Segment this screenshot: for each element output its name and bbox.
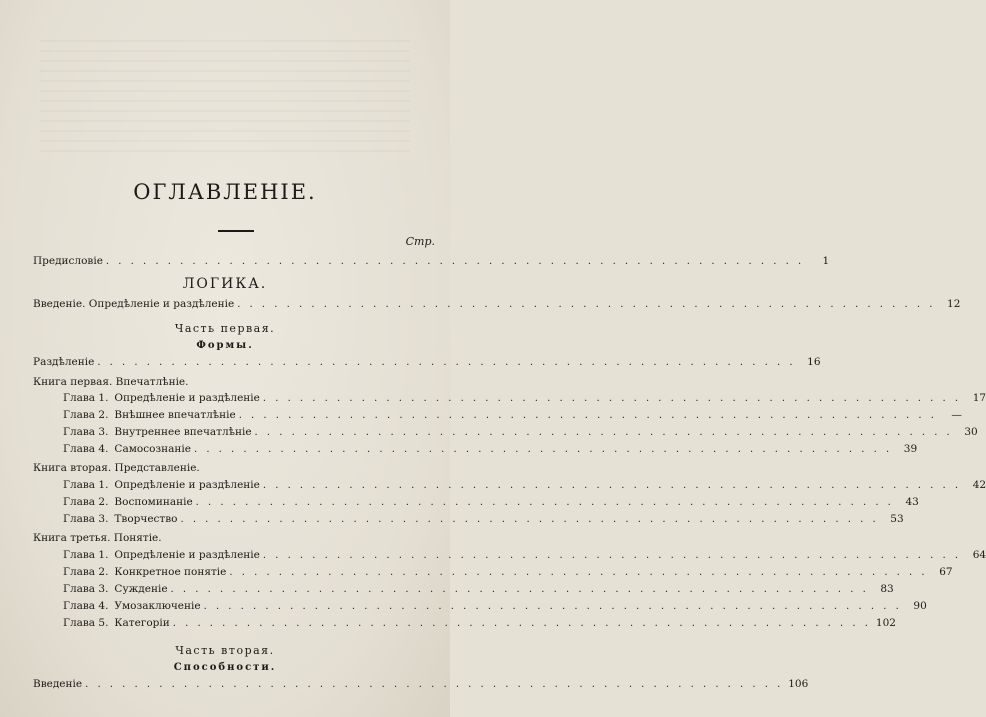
entry-label: Воспоминаніе — [114, 496, 193, 508]
entry-label: Внутреннее впечатлѣніе — [114, 426, 252, 438]
leader-dots: . . . . . . . . . . . . . . . . . . . . . . . . . . . . . . . . . . . . . . . . . . . . . . . . . . . . . . . . . — [180, 514, 879, 525]
entry-page: 43 — [905, 496, 919, 508]
chapter-number: Глава 1. — [63, 392, 109, 404]
entry-page: 53 — [890, 513, 904, 525]
page-column-header: Стр. — [405, 235, 435, 248]
leader-dots: . . . . . . . . . . . . . . . . . . . . . . . . . . . . . . . . . . . . . . . . . . . . . . . . . . . . . . . . . — [195, 497, 894, 508]
entry-label: Сужденіе — [114, 583, 168, 595]
entry-label: Внѣшнее впечатлѣніе — [114, 409, 236, 421]
book-title-1: Книга первая. Впечатлѣніе. — [33, 376, 189, 388]
toc-entry-chapter — [63, 549, 986, 565]
entry-page: 17 — [972, 392, 986, 404]
leader-dots: . . . . . . . . . . . . . . . . . . . . . . . . . . . . . . . . . . . . . . . . . . . . . . . . . . . . . . . . . — [262, 550, 962, 561]
toc-entry-chapter — [63, 566, 953, 582]
entry-label: Конкретное понятіе — [114, 566, 227, 578]
entry-label: Самосознаніе — [114, 443, 191, 455]
chapter-number: Глава 4. — [63, 443, 109, 455]
entry-label: Введеніе. Опредѣленіе и раздѣленіе — [33, 298, 235, 310]
leader-dots: . . . . . . . . . . . . . . . . . . . . . . . . . . . . . . . . . . . . . . . . . . . . . . . . . . . . . . . . . — [203, 601, 902, 612]
entry-page: — — [951, 409, 962, 421]
leader-dots: . . . . . . . . . . . . . . . . . . . . . . . . . . . . . . . . . . . . . . . . . . . . . . . . . . . . . . . . . — [229, 567, 928, 578]
entry-label: Раздѣленіе — [33, 356, 95, 368]
chapter-number: Глава 4. — [63, 600, 109, 612]
leader-dots: . . . . . . . . . . . . . . . . . . . . . . . . . . . . . . . . . . . . . . . . . . . . . . . . . . . . . . . . . — [254, 427, 953, 438]
chapter-number: Глава 2. — [63, 496, 109, 508]
entry-page: 64 — [972, 549, 986, 561]
chapter-number: Глава 2. — [63, 566, 109, 578]
entry-page: 106 — [788, 678, 809, 690]
part-heading-2: Часть вторая. — [175, 644, 275, 657]
entry-page: 83 — [880, 583, 894, 595]
toc-entry-chapter — [63, 583, 894, 599]
subheading-abilities: Способности. — [173, 662, 277, 673]
toc-entry-preface — [33, 255, 830, 271]
entry-label: Предисловіе — [33, 255, 103, 267]
entry-page: 90 — [913, 600, 927, 612]
book-title-2: Книга вторая. Представленіе. — [33, 462, 200, 474]
entry-label: Опредѣленіе и раздѣленіе — [114, 479, 260, 491]
chapter-number: Глава 3. — [63, 513, 109, 525]
leader-dots: . . . . . . . . . . . . . . . . . . . . . . . . . . . . . . . . . . . . . . . . . . . . . . . . . . . . . . . . . — [105, 256, 805, 267]
entry-label: Творчество — [114, 513, 178, 525]
entry-page: 42 — [972, 479, 986, 491]
leader-dots: . . . . . . . . . . . . . . . . . . . . . . . . . . . . . . . . . . . . . . . . . . . . . . . . . . . . . . . . . — [237, 299, 936, 310]
entry-label: Опредѣленіе и раздѣленіе — [114, 549, 260, 561]
chapter-number: Глава 1. — [63, 479, 109, 491]
toc-entry-chapter — [63, 392, 986, 408]
toc-entry-chapter — [63, 513, 904, 529]
entry-label: Опредѣленіе и раздѣленіе — [114, 392, 260, 404]
leader-dots: . . . . . . . . . . . . . . . . . . . . . . . . . . . . . . . . . . . . . . . . . . . . . . . . . . . . . . . . . — [97, 357, 796, 368]
chapter-number: Глава 2. — [63, 409, 109, 421]
toc-entry-intro-2 — [33, 678, 809, 694]
chapter-number: Глава 1. — [63, 549, 109, 561]
chapter-number: Глава 3. — [63, 426, 109, 438]
subheading-forms: Формы. — [196, 340, 254, 351]
entry-page: 1 — [822, 255, 830, 267]
leader-dots: . . . . . . . . . . . . . . . . . . . . . . . . . . . . . . . . . . . . . . . . . . . . . . . . . . . . . . . . . — [85, 679, 784, 690]
part-heading-1: Часть первая. — [174, 322, 276, 335]
page-title: ОГЛАВЛЕНІЕ. — [133, 180, 317, 204]
chapter-number: Глава 3. — [63, 583, 109, 595]
toc-entry-chapter — [63, 617, 896, 633]
entry-page: 12 — [947, 298, 961, 310]
toc-entry-division — [33, 356, 821, 372]
leader-dots: . . . . . . . . . . . . . . . . . . . . . . . . . . . . . . . . . . . . . . . . . . . . . . . . . . . . . . . . . — [238, 410, 937, 421]
toc-entry-intro — [33, 298, 961, 314]
entry-page: 102 — [875, 617, 896, 629]
bleed-through-text — [40, 40, 410, 160]
entry-label: Умозаключеніе — [114, 600, 201, 612]
leader-dots: . . . . . . . . . . . . . . . . . . . . . . . . . . . . . . . . . . . . . . . . . . . . . . . . . . . . . . . . . — [172, 618, 871, 629]
leader-dots: . . . . . . . . . . . . . . . . . . . . . . . . . . . . . . . . . . . . . . . . . . . . . . . . . . . . . . . . . — [262, 393, 962, 404]
leader-dots: . . . . . . . . . . . . . . . . . . . . . . . . . . . . . . . . . . . . . . . . . . . . . . . . . . . . . . . . . — [170, 584, 869, 595]
toc-entry-chapter — [63, 600, 927, 616]
toc-entry-chapter — [63, 496, 919, 512]
entry-page: 30 — [964, 426, 978, 438]
chapter-number: Глава 5. — [63, 617, 109, 629]
toc-entry-chapter — [63, 409, 962, 425]
entry-page: 39 — [903, 443, 918, 455]
entry-label: Введеніе — [33, 678, 83, 690]
title-rule — [218, 230, 254, 232]
toc-entry-chapter — [63, 426, 978, 442]
toc-entry-chapter — [63, 479, 986, 495]
entry-page: 67 — [939, 566, 953, 578]
section-heading-logic: ЛОГИКА. — [182, 276, 268, 292]
entry-page: 16 — [807, 356, 821, 368]
toc-entry-chapter — [63, 443, 918, 459]
leader-dots: . . . . . . . . . . . . . . . . . . . . . . . . . . . . . . . . . . . . . . . . . . . . . . . . . . . . . . . . . — [262, 480, 962, 491]
leader-dots: . . . . . . . . . . . . . . . . . . . . . . . . . . . . . . . . . . . . . . . . . . . . . . . . . . . . . . . . . — [193, 444, 893, 455]
entry-label: Категоріи — [114, 617, 170, 629]
book-title-3: Книга третья. Понятіе. — [33, 532, 162, 544]
